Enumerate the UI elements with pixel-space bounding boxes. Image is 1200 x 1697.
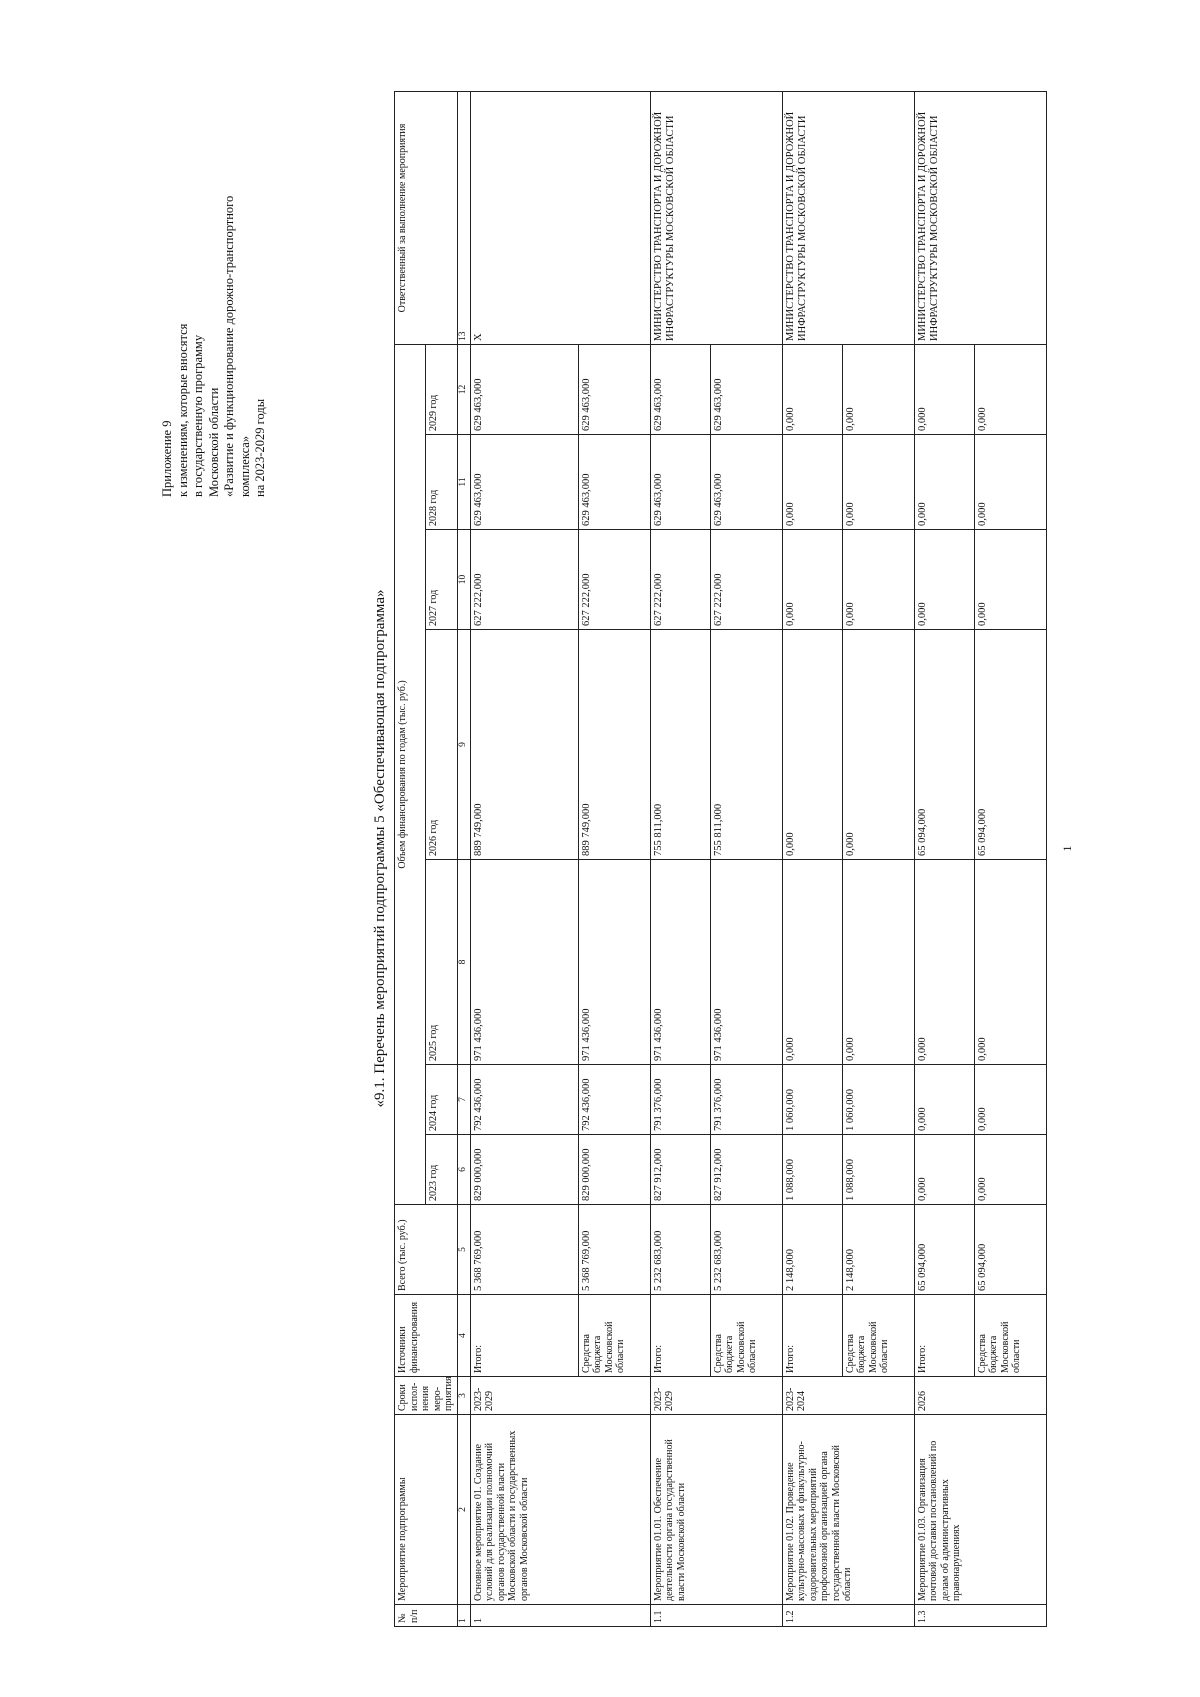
page-number: 1 — [1060, 845, 1074, 852]
row-num: 1.3 — [914, 1605, 1046, 1627]
row-source: Средства бюджета Московской области — [578, 1295, 650, 1377]
row-source: Итого: — [470, 1295, 578, 1377]
row-year-value: 0,000 — [782, 344, 842, 434]
row-year-value: 627 222,000 — [470, 530, 578, 630]
row-year-value: 0,000 — [914, 435, 974, 530]
row-year-value: 629 463,000 — [470, 435, 578, 530]
row-year-value: 0,000 — [974, 344, 1046, 434]
row-year-value: 971 436,000 — [578, 860, 650, 1065]
row-year-value: 827 912,000 — [710, 1135, 782, 1205]
row-year-value: 627 222,000 — [650, 530, 710, 630]
row-year-value: 629 463,000 — [710, 344, 782, 434]
row-year-value: 0,000 — [974, 435, 1046, 530]
column-number: 12 — [457, 344, 470, 434]
row-year-value: 829 000,000 — [470, 1135, 578, 1205]
row-year-value: 791 376,000 — [710, 1065, 782, 1135]
table-row — [650, 91, 710, 1626]
column-number: 1 — [457, 1605, 470, 1627]
row-term: 2023-2024 — [782, 1377, 914, 1415]
row-year-value: 827 912,000 — [650, 1135, 710, 1205]
row-year-value: 0,000 — [782, 530, 842, 630]
row-total: 5 368 769,000 — [470, 1205, 578, 1295]
header-total: Всего (тыс. руб.) — [395, 1205, 458, 1295]
row-year-value: 0,000 — [782, 630, 842, 860]
row-year-value: 0,000 — [842, 630, 914, 860]
row-year-value: 0,000 — [914, 1135, 974, 1205]
column-number-row — [457, 91, 470, 1626]
header-line: к изменениям, которые вносятся — [175, 323, 190, 497]
header-line: в государственную программу — [191, 334, 205, 497]
row-year-value: 629 463,000 — [650, 344, 710, 434]
row-year-value: 629 463,000 — [650, 435, 710, 530]
header-line: «Развитие и функционирование дорожно-транспортного — [222, 195, 236, 497]
header-num: № п/п — [395, 1605, 458, 1627]
row-year-value: 629 463,000 — [470, 344, 578, 434]
header-year: 2027 год — [426, 530, 457, 630]
row-source: Итого: — [650, 1295, 710, 1377]
row-responsible: X — [470, 91, 650, 344]
header-year: 2025 год — [426, 860, 457, 1065]
row-year-value: 792 436,000 — [470, 1065, 578, 1135]
row-event: Мероприятие 01.02. Проведение культурно-массовых и физкультурно-оздоровительных мероприятий профсоюзной организацией органа государственной власти Московской области — [782, 1415, 914, 1605]
row-source: Итого: — [782, 1295, 842, 1377]
row-year-value: 1 060,000 — [842, 1065, 914, 1135]
header-source: Источники финансирования — [395, 1295, 458, 1377]
row-year-value: 792 436,000 — [578, 1065, 650, 1135]
column-number: 6 — [457, 1135, 470, 1205]
row-year-value: 1 060,000 — [782, 1065, 842, 1135]
row-year-value: 0,000 — [842, 435, 914, 530]
row-year-value: 0,000 — [782, 860, 842, 1065]
header-volume: Объем финансирования по годам (тыс. руб.) — [395, 344, 426, 1204]
row-source: Средства бюджета Московской области — [842, 1295, 914, 1377]
column-number: 10 — [457, 530, 470, 630]
row-num: 1.1 — [650, 1605, 782, 1627]
row-num: 1.2 — [782, 1605, 914, 1627]
row-year-value: 0,000 — [974, 530, 1046, 630]
row-term: 2023-2029 — [470, 1377, 650, 1415]
header-year: 2024 год — [426, 1065, 457, 1135]
row-year-value: 755 811,000 — [650, 630, 710, 860]
row-year-value: 755 811,000 — [710, 630, 782, 860]
row-total: 65 094,000 — [914, 1205, 974, 1295]
row-term: 2023-2029 — [650, 1377, 782, 1415]
header-term: Сроки испол-нения меро-приятия — [395, 1377, 458, 1415]
row-year-value: 1 088,000 — [782, 1135, 842, 1205]
row-total: 65 094,000 — [974, 1205, 1046, 1295]
row-year-value: 971 436,000 — [470, 860, 578, 1065]
row-year-value: 0,000 — [782, 435, 842, 530]
row-year-value: 0,000 — [974, 860, 1046, 1065]
row-year-value: 65 094,000 — [914, 630, 974, 860]
row-year-value: 627 222,000 — [578, 530, 650, 630]
table-header-row — [395, 91, 426, 1626]
table-row — [782, 91, 842, 1626]
column-number: 4 — [457, 1295, 470, 1377]
header-line: Приложение 9 — [160, 420, 174, 497]
row-total: 2 148,000 — [842, 1205, 914, 1295]
row-total: 5 232 683,000 — [710, 1205, 782, 1295]
row-total: 5 232 683,000 — [650, 1205, 710, 1295]
row-year-value: 971 436,000 — [710, 860, 782, 1065]
row-total: 5 368 769,000 — [578, 1205, 650, 1295]
column-number: 2 — [457, 1415, 470, 1605]
row-responsible: МИНИСТЕРСТВО ТРАНСПОРТА И ДОРОЖНОЙ ИНФРАСТРУКТУРЫ МОСКОВСКОЙ ОБЛАСТИ — [782, 91, 914, 344]
table-row — [470, 91, 578, 1626]
column-number: 3 — [457, 1377, 470, 1415]
row-year-value: 889 749,000 — [470, 630, 578, 860]
column-number: 7 — [457, 1065, 470, 1135]
header-responsible: Ответственный за выполнение мероприятия — [395, 91, 458, 344]
row-num: 1 — [470, 1605, 650, 1627]
row-year-value: 0,000 — [842, 860, 914, 1065]
row-responsible: МИНИСТЕРСТВО ТРАНСПОРТА И ДОРОЖНОЙ ИНФРАСТРУКТУРЫ МОСКОВСКОЙ ОБЛАСТИ — [650, 91, 782, 344]
header-line: Московской области — [206, 387, 221, 497]
row-year-value: 0,000 — [914, 530, 974, 630]
header-line: на 2023-2029 годы — [253, 398, 267, 497]
row-year-value: 0,000 — [914, 860, 974, 1065]
row-year-value: 0,000 — [974, 1065, 1046, 1135]
column-number: 5 — [457, 1205, 470, 1295]
appendix-header — [160, 67, 269, 497]
row-year-value: 627 222,000 — [710, 530, 782, 630]
row-total: 2 148,000 — [782, 1205, 842, 1295]
column-number: 13 — [457, 91, 470, 344]
row-year-value: 889 749,000 — [578, 630, 650, 860]
header-year: 2026 год — [426, 630, 457, 860]
row-event: Мероприятие 01.03. Организация почтовой доставки постановлений по делам об административных правонарушениях — [914, 1415, 1046, 1605]
row-year-value: 829 000,000 — [578, 1135, 650, 1205]
row-source: Средства бюджета Московской области — [974, 1295, 1046, 1377]
column-number: 8 — [457, 860, 470, 1065]
row-event: Мероприятие 01.01. Обеспечение деятельности органа государственной власти Московской области — [650, 1415, 782, 1605]
row-year-value: 629 463,000 — [578, 344, 650, 434]
row-year-value: 0,000 — [842, 530, 914, 630]
row-year-value: 0,000 — [974, 1135, 1046, 1205]
events-table — [394, 91, 1047, 1627]
row-year-value: 0,000 — [914, 1065, 974, 1135]
row-event: Основное мероприятие 01. Создание условий для реализации полномочий органов государственной власти Московской области и государственных органов Московской области — [470, 1415, 650, 1605]
row-term: 2026 — [914, 1377, 1046, 1415]
column-number: 9 — [457, 630, 470, 860]
row-year-value: 65 094,000 — [974, 630, 1046, 860]
row-year-value: 629 463,000 — [578, 435, 650, 530]
row-year-value: 791 376,000 — [650, 1065, 710, 1135]
row-year-value: 0,000 — [914, 344, 974, 434]
header-year: 2023 год — [426, 1135, 457, 1205]
row-year-value: 1 088,000 — [842, 1135, 914, 1205]
table-body — [457, 91, 1046, 1626]
row-year-value: 0,000 — [842, 344, 914, 434]
header-year: 2028 год — [426, 435, 457, 530]
row-year-value: 629 463,000 — [710, 435, 782, 530]
row-source: Итого: — [914, 1295, 974, 1377]
document-title: «9.1. Перечень мероприятий подпрограммы 5 «Обеспечивающая подпрограмма» — [372, 589, 388, 1108]
header-event: Мероприятие подпрограммы — [395, 1415, 458, 1605]
header-line: комплекса» — [237, 435, 252, 497]
row-source: Средства бюджета Московской области — [710, 1295, 782, 1377]
row-year-value: 971 436,000 — [650, 860, 710, 1065]
column-number: 11 — [457, 435, 470, 530]
row-responsible: МИНИСТЕРСТВО ТРАНСПОРТА И ДОРОЖНОЙ ИНФРАСТРУКТУРЫ МОСКОВСКОЙ ОБЛАСТИ — [914, 91, 1046, 344]
table-row — [914, 91, 974, 1626]
header-year: 2029 год — [426, 344, 457, 434]
